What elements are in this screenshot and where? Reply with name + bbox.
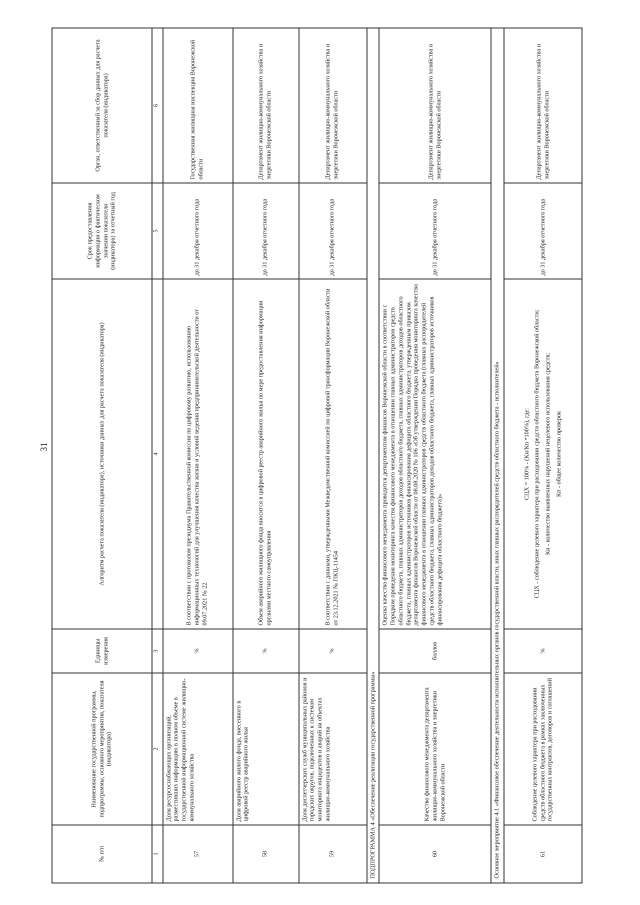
activity-title: Основное мероприятие 4.1 «Финансовое обеспечение деятельности исполнительных органов государственной власти, иных главных распорядителей средств областного бюджета - исполнителей» [491, 28, 504, 883]
row-deadline: до 31 декабря отчетного года [233, 183, 299, 279]
table-row [299, 28, 367, 883]
table-row [379, 28, 491, 883]
page-number: 31 [39, 442, 49, 452]
formula-line: Кн - количество выявленных нарушений нецелевого использования средств; [544, 353, 552, 555]
row-name: Доля аварийного жилого фонда, внесенного в цифровой реестр аварийного жилья [233, 673, 299, 825]
row-deadline: до 31 декабря отчетного года [504, 183, 582, 279]
rotated-table-container [52, 29, 597, 884]
column-number: 5 [152, 183, 163, 279]
column-number: 6 [152, 28, 163, 183]
header-responsible: Орган, ответственный за сбор данных для расчета показателя (индикатора) [52, 28, 152, 183]
formula-line: СЦХ - соблюдение целевого характера при расходовании средств областного бюджета Воронежской области; [533, 309, 541, 599]
column-number: 4 [152, 279, 163, 629]
table-row [504, 28, 582, 883]
table-row [163, 28, 233, 883]
row-algorithm: В соответствии с данными, утвержденными Межведомственной комиссией по цифровой трансформации Воронежской области от 23.12.2021 № ПКЦ-11454 [299, 279, 367, 629]
activity-row [491, 28, 504, 883]
header-unit: Единицы измерения [52, 629, 152, 673]
row-responsible: Департамент жилищно-коммунального хозяйства и энергетики Воронежской области [299, 28, 367, 183]
row-unit: % [163, 629, 233, 673]
header-deadline: Срок предоставления информации о фактическом значении показателя (индикатора) за отчетный год [52, 183, 152, 279]
row-name: Соблюдение целевого характера при расходовании средств областного бюджета в рамках заключенных государственных контрактов, договоров и соглашений [504, 673, 582, 825]
row-name: Доля ресурсоснабжающих организаций, разместивших информацию в полном объеме в государственной информационной системе жилищно-коммунального хозяйства [163, 673, 233, 825]
column-number-row [152, 28, 163, 883]
subprogram-title: ПОДПРОГРАММА 4 «Обеспечение реализации государственной программы» [367, 28, 380, 883]
row-algorithm: Оценка качества финансового менеджмента проводится департаментом финансов Воронежской области в соответствии с Порядком проведения мониторинга качества финансового менеджмента в отношении главных администраторов средств областного бюджета, главных администраторов доходов областного бюджета, главных администраторов доходов областного бюджета, главных администраторов источников финансирования дефицита областного бюджета, утвержденным приказом департамента финансов Воронежской области от 08.08.2020 № 106 «Об утверждении Порядка проведения мониторинга качества финансового менеджмента в отношении главных администраторов средств областного бюджета (главных распорядителей средств областного бюджета, главных администраторов доходов областного бюджета, главных администраторов источников финансирования дефицита областного бюджета)» [379, 279, 491, 629]
header-algorithm: Алгоритм расчета показателя (индикатора), источники данных для расчета показателя (индикатора) [52, 279, 152, 629]
row-num: 61 [504, 825, 582, 883]
row-deadline: до 31 декабря отчетного года [379, 183, 491, 279]
row-algorithm [504, 279, 582, 629]
table-row [233, 28, 299, 883]
subprogram-row [367, 28, 380, 883]
formula-line: Кп - общее количество проверок [555, 410, 563, 498]
row-name: Доля диспетчерских служб муниципальных районов и городских округов, подключенных к системам мониторинга инцидентов и аварий на объектах жилищно-коммунального хозяйства [299, 673, 367, 825]
row-responsible: Департамент жилищно-коммунального хозяйства и энергетики Воронежской области [504, 28, 582, 183]
column-number: 1 [152, 825, 163, 883]
row-num: 60 [379, 825, 491, 883]
indicators-table [52, 28, 583, 884]
row-deadline: до 31 декабря отчетного года [299, 183, 367, 279]
row-num: 58 [233, 825, 299, 883]
row-deadline: до 31 декабря отчетного года [163, 183, 233, 279]
row-unit: баллов [379, 629, 491, 673]
row-responsible: Государственная жилищная инспекция Воронежской области [163, 28, 233, 183]
row-num: 59 [299, 825, 367, 883]
header-num: № п/п [52, 825, 152, 883]
row-unit: % [233, 629, 299, 673]
column-number: 2 [152, 673, 163, 825]
row-unit: % [504, 629, 582, 673]
row-name: Качество финансового менеджмента департамента жилищно-коммунального хозяйства и энергетики Воронежской области [379, 673, 491, 825]
row-unit: % [299, 629, 367, 673]
row-num: 57 [163, 825, 233, 883]
formula-text: СЦХ = 100% - (Кн/Кп *100%), где: [523, 408, 530, 500]
column-number: 3 [152, 629, 163, 673]
row-algorithm: В соответствии с протоколом президиума Правительственной комиссии по цифровому развитию, использованию информационных технологий для улучшения качества жизни и условий ведения предпринимательской деятельности от 09.07.2021 № 22 [163, 279, 233, 629]
row-algorithm: Объем аварийного жилищного фонда вносится в цифровой реестр аварийного жилья по мере предоставления информации органами местного самоуправления [233, 279, 299, 629]
header-name: Наименование государственной программы, подпрограммы, основного мероприятия, показателя (индикатора) [52, 673, 152, 825]
row-responsible: Департамент жилищно-коммунального хозяйства и энергетики Воронежской области [233, 28, 299, 183]
header-row [52, 28, 152, 883]
row-responsible: Департамент жилищно-коммунального хозяйства и энергетики Воронежской области [379, 28, 491, 183]
